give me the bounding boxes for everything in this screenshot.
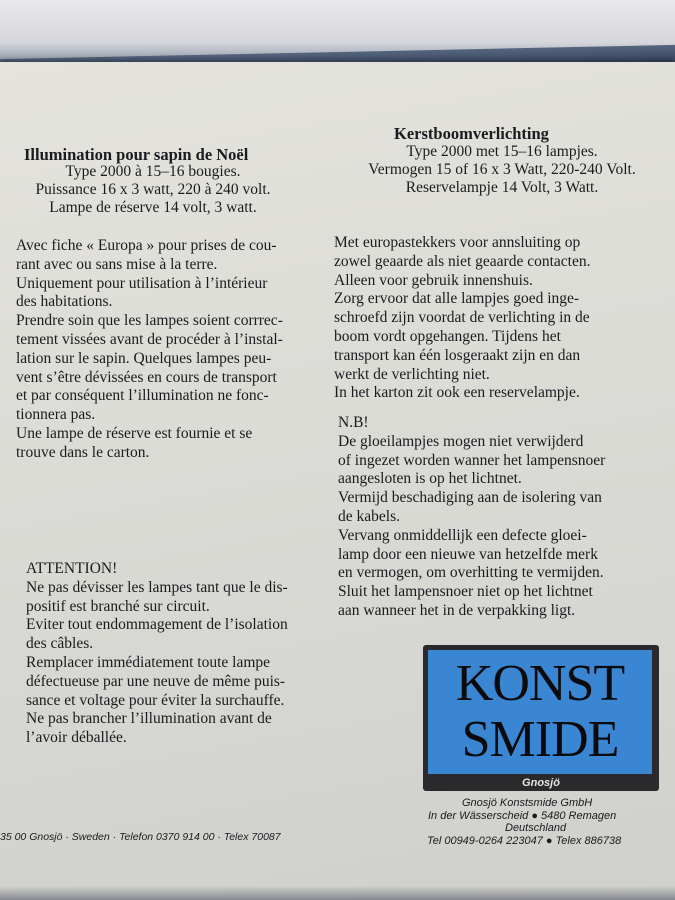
dutch-title: Kerstboomverlichting (394, 124, 549, 143)
french-body-line: vent s’être dévissées en cours de transport (16, 368, 277, 386)
french-subtitle-line: Puissance 16 x 3 watt, 220 à 240 volt. (35, 181, 271, 198)
dutch-subtitle-line: Reservelampje 14 Volt, 3 Watt. (405, 179, 599, 196)
address-country: Deutschland (505, 822, 567, 834)
address-company: Gnosjö Konstsmide GmbH (462, 797, 593, 809)
dutch-body-line: Alleen voor gebruik innenshuis. (334, 271, 533, 289)
dutch-body (334, 234, 590, 403)
bottom-contact-line: 35 00 Gnosjö · Sweden · Telefon 0370 914 00 · Telex 70087 (0, 831, 281, 843)
logo-blue-panel (428, 650, 652, 774)
french-body-line: tionnera pas. (16, 406, 96, 424)
french-body-line: Prendre soin que les lampes soient corrrec- (16, 312, 283, 330)
dutch-body-line: schroefd zijn voordat de verlichting in de (334, 309, 590, 327)
french-title: Illumination pour sapin de Noël (24, 145, 249, 164)
french-subtitle-line: Type 2000 à 15–16 bougies. (65, 163, 241, 180)
french-subtitle-line: Lampe de réserve 14 volt, 3 watt. (49, 199, 257, 216)
nb-line: en vermogen, om overhitting te vermijden. (338, 564, 604, 582)
attention-line: des câbles. (26, 635, 94, 653)
attention-line: défectueuse par une neuve de même puis- (26, 672, 286, 690)
dutch-subtitle-line: Vermogen 15 of 16 x 3 Watt, 220-240 Volt. (368, 161, 636, 178)
french-body-line: lation sur le sapin. Quelques lampes peu- (16, 349, 272, 367)
address-street: In der Wässerscheid ● 5480 Remagen (428, 810, 617, 822)
nb-title: N.B! (338, 414, 369, 431)
attention-line: Eviter tout endommagement de l’isolation (26, 616, 288, 634)
french-body-line: tement vissées avant de procéder à l’instal- (16, 330, 283, 348)
logo-word-smide: SMIDE (461, 711, 619, 768)
french-body (16, 237, 283, 463)
nb-line: aan wanneer het in de verpakking ligt. (338, 601, 576, 619)
french-body-line: Une lampe de réserve est fournie et se (16, 424, 253, 442)
attention-line: sance et voltage pour éviter la surchauffe. (26, 691, 285, 709)
dutch-body-line: Met europastekkers voor annsluiting op (334, 234, 581, 251)
attention-line: positif est branché sur circuit. (26, 597, 210, 615)
konstsmide-logo (423, 645, 659, 791)
attention-line: l’avoir déballée. (26, 729, 127, 747)
nb-line: de kabels. (338, 507, 400, 525)
nb-line: De gloeilampjes mogen niet verwijderd (338, 432, 584, 450)
french-body-line: Uniquement pour utilisation à l’intérieur (16, 274, 268, 292)
attention-title: ATTENTION! (26, 560, 118, 577)
french-body-line: et par conséquent l’illumination ne fonc- (16, 387, 269, 405)
attention-line: Remplacer immédiatement toute lampe (26, 653, 271, 671)
french-body-line: trouve dans le carton. (16, 443, 150, 461)
dutch-body-line: werkt de verlichting niet. (334, 365, 490, 383)
nb-line: lamp door een nieuwe van hetzelfde merk (338, 545, 598, 563)
dutch-body-line: boom vordt opgehangen. Tijdens het (334, 327, 561, 345)
dutch-body-line: Zorg ervoor dat alle lampjes goed inge- (334, 290, 580, 308)
dutch-nb (338, 414, 605, 621)
french-body-line: des habitations. (16, 293, 113, 311)
dutch-body-line: zowel geaarde als niet geaarde contacten. (334, 252, 591, 270)
french-subtitle (8, 163, 298, 217)
logo-place: Gnosjö (522, 777, 560, 789)
dutch-body-line: transport kan één losgeraakt zijn en dan (334, 346, 581, 364)
nb-line: aangesloten is op het lichtnet. (338, 470, 522, 488)
nb-line: of ingezet worden wanner het lampensnoer (338, 451, 606, 469)
nb-line: Vermijd beschadiging aan de isolering van (338, 489, 602, 507)
french-body-line: rant avec ou sans mise à la terre. (16, 255, 218, 273)
logo-word-konst: KONST (455, 655, 625, 712)
attention-line: Ne pas brancher l’illumination avant de (26, 710, 272, 728)
nb-line: Vervang onmiddellijk een defecte gloei- (338, 526, 587, 544)
nb-line: Sluit het lampensnoer niet op het lichtnet (338, 583, 593, 601)
french-attention (26, 560, 288, 748)
attention-line: Ne pas dévisser les lampes tant que le dis- (26, 578, 288, 596)
french-body-line: Avec fiche « Europa » pour prises de cou- (16, 237, 277, 254)
dutch-subtitle (352, 143, 652, 197)
address-phone: Tel 00949-0264 223047 ● Telex 886738 (427, 835, 622, 847)
dutch-subtitle-line: Type 2000 met 15–16 lampjes. (406, 143, 598, 160)
dutch-body-line: In het karton zit ook een reservelampje. (334, 384, 580, 402)
